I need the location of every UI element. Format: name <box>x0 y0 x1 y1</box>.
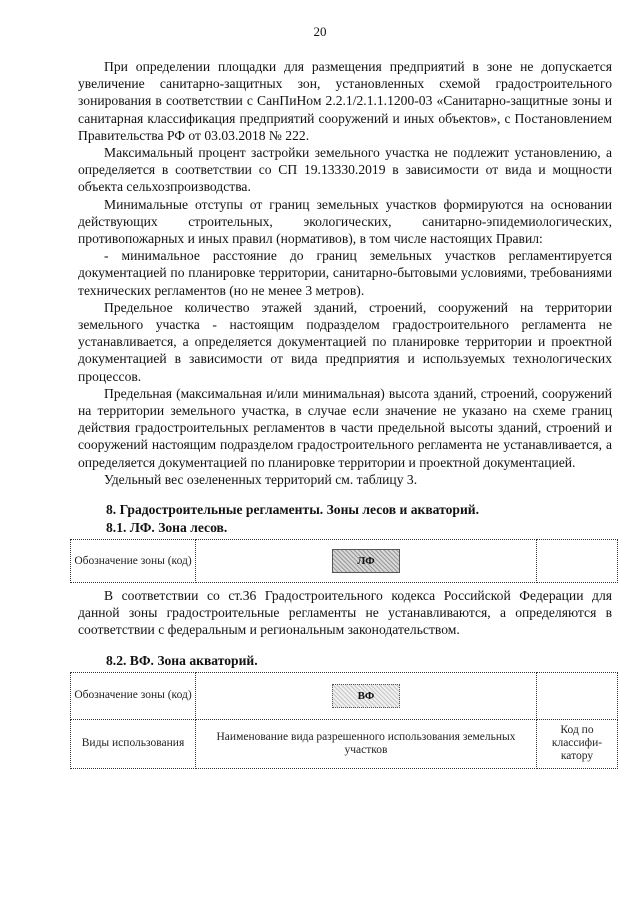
vf-col-classifier-code: Код по классифи-катору <box>537 719 618 768</box>
lf-empty-cell <box>537 540 618 583</box>
paragraph-max-percent: Максимальный процент застройки земельного участка не подлежит установлению, а определяется в соответствии со СП 19.13330.2019 в зависимости от вида и мощности объекта сельхозпроизводства. <box>78 145 612 195</box>
paragraph-lf-regulations: В соответствии со ст.36 Градостроительного кодекса Российской Федерации для данной зоны градостроительные регламенты не устанавливаются, а определяются в соответствии с федеральным и региональным законодательством. <box>78 588 612 638</box>
vf-empty-cell <box>537 672 618 719</box>
vf-code-cell <box>196 672 537 719</box>
section-title: 8. Градостроительные регламенты. Зоны лесов и акваторий. <box>106 502 480 518</box>
paragraph-min-distance: - минимальное расстояние до границ земельных участков регламентируется документацией по планировке территории, санитарно-бытовыми условиями, требованиями технических регламентов (но не менее 3 метров). <box>78 248 612 298</box>
document-body <box>74 58 612 769</box>
paragraph-min-setbacks: Минимальные отступы от границ земельных участков формируются на основании действующих строительных, экологических, санитарно-эпидемиологических, противопожарных и иных правил (нормативов), в том числе настоящих Правил: <box>78 196 612 247</box>
vf-col-usage-types: Виды использования <box>71 719 196 768</box>
lf-zone-label: Обозначение зоны (код) <box>71 540 196 583</box>
vf-zone-table <box>70 672 618 769</box>
paragraph-green-share: Удельный вес озелененных территорий см. таблицу 3. <box>104 471 418 487</box>
paragraph-sanpin: При определении площадки для размещения предприятий в зоне не допускается увеличение санитарно-защитных зон, установленных схемой градостроительного зонирования в соответствии с СанПиНом 2.2.1/2.1.1.1200-03 «Санитарно-защитные зоны и санитарная классификация предприятий сооружений и иных объектов», с Постановлением Правительства РФ от 03.03.2018 № 222. <box>78 59 612 143</box>
page-number: 20 <box>313 24 327 39</box>
vf-code-badge: ВФ <box>332 684 400 708</box>
paragraph-floors: Предельное количество этажей зданий, строений, сооружений на территории земельного участка - настоящим подразделом градостроительного регламента не устанавливается, а определяется документацией по планировке территории и проектной документацией в зависимости от вида предприятия и используемых технологических процессов. <box>78 299 612 384</box>
vf-zone-label: Обозначение зоны (код) <box>71 672 196 719</box>
lf-zone-title: 8.1. ЛФ. Зона лесов. <box>106 520 228 536</box>
vf-col-usage-name: Наименование вида разрешенного использования земельных участков <box>196 719 537 768</box>
lf-code-cell <box>196 540 537 583</box>
paragraph-height: Предельная (максимальная и/или минимальная) высота зданий, строений, сооружений на территории земельного участка, в случае если значение не указано на схеме границ действия градостроительных регламентов в части предельной высоты зданий, строений и сооружений настоящим подразделом градостроительного регламента не устанавливается, а определяется документацией по планировке территории и проектной документацией. <box>78 385 612 470</box>
vf-zone-title: 8.2. ВФ. Зона акваторий. <box>106 652 258 668</box>
lf-zone-table <box>70 539 618 583</box>
lf-code-badge: ЛФ <box>332 549 400 573</box>
